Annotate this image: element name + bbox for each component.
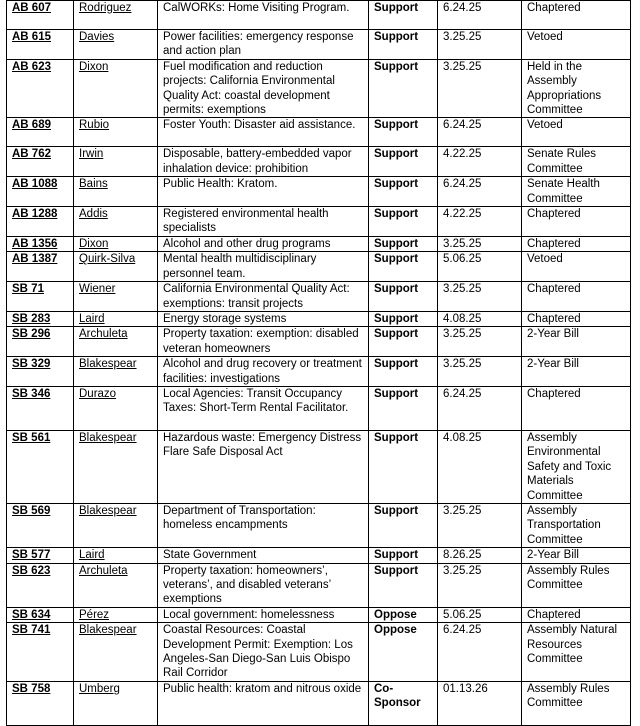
bill-date: 3.25.25 (438, 30, 522, 60)
bill-author[interactable]: Blakespear (74, 623, 158, 682)
bill-date: 3.25.25 (438, 503, 522, 547)
bill-position: Support (369, 59, 438, 118)
bill-title: Foster Youth: Disaster aid assistance. (158, 118, 369, 147)
bill-date: 6.24.25 (438, 1, 522, 30)
bill-position: Support (369, 357, 438, 387)
table-row (7, 357, 631, 387)
table-row (7, 147, 631, 177)
bill-number[interactable]: AB 623 (7, 59, 74, 118)
table-row (7, 430, 631, 503)
bill-author[interactable]: Durazo (74, 386, 158, 430)
bill-title: Public Health: Kratom. (158, 177, 369, 207)
bill-title: Registered environmental health specialists (158, 207, 369, 237)
bill-title: CalWORKs: Home Visiting Program. (158, 1, 369, 30)
table-row (7, 236, 631, 251)
bill-date: 3.25.25 (438, 357, 522, 387)
bill-position: Support (369, 236, 438, 251)
bill-date: 3.25.25 (438, 59, 522, 118)
bill-position: Support (369, 177, 438, 207)
bill-position: Support (369, 147, 438, 177)
bill-position: Support (369, 327, 438, 357)
bill-number[interactable]: AB 1387 (7, 252, 74, 282)
bill-author[interactable]: Davies (74, 30, 158, 60)
bill-date: 4.22.25 (438, 147, 522, 177)
bill-title: Local Agencies: Transit Occupancy Taxes: Short-Term Rental Facilitator. (158, 386, 369, 430)
bill-author[interactable]: Rubio (74, 118, 158, 147)
bill-number[interactable]: AB 1288 (7, 207, 74, 237)
bill-position: Support (369, 548, 438, 563)
bill-number[interactable]: SB 634 (7, 607, 74, 622)
table-row (7, 503, 631, 547)
bill-date: 6.24.25 (438, 118, 522, 147)
bill-author[interactable]: Archuleta (74, 563, 158, 607)
bill-number[interactable]: SB 561 (7, 430, 74, 503)
bill-title: Fuel modification and reduction projects: California Environmental Quality Act: coastal development permits: exemptions (158, 59, 369, 118)
bill-position: Support (369, 252, 438, 282)
bill-title: Local government: homelessness (158, 607, 369, 622)
bill-title: Disposable, battery-embedded vapor inhalation device: prohibition (158, 147, 369, 177)
bill-date: 4.22.25 (438, 207, 522, 237)
bill-number[interactable]: AB 689 (7, 118, 74, 147)
bill-author[interactable]: Umberg (74, 681, 158, 725)
table-row (7, 177, 631, 207)
bill-title: Hazardous waste: Emergency Distress Flare Safe Disposal Act (158, 430, 369, 503)
bill-status: Assembly Transportation Committee (522, 503, 631, 547)
bill-position: Oppose (369, 607, 438, 622)
bill-author[interactable]: Archuleta (74, 327, 158, 357)
bill-author[interactable]: Rodriguez (74, 1, 158, 30)
bill-number[interactable]: AB 1356 (7, 236, 74, 251)
table-row (7, 118, 631, 147)
bill-author[interactable]: Laird (74, 311, 158, 326)
bill-number[interactable]: SB 741 (7, 623, 74, 682)
bill-author[interactable]: Addis (74, 207, 158, 237)
bill-status: 2-Year Bill (522, 357, 631, 387)
bill-status: Chaptered (522, 282, 631, 312)
bill-position: Support (369, 563, 438, 607)
bills-table-body (7, 1, 631, 726)
bill-position: Support (369, 118, 438, 147)
table-row (7, 623, 631, 682)
bill-number[interactable]: SB 296 (7, 327, 74, 357)
table-row (7, 607, 631, 622)
bill-author[interactable]: Blakespear (74, 357, 158, 387)
bill-title: Mental health multidisciplinary personnel team. (158, 252, 369, 282)
bill-title: California Environmental Quality Act: exemptions: transit projects (158, 282, 369, 312)
bill-author[interactable]: Bains (74, 177, 158, 207)
bill-date: 6.24.25 (438, 623, 522, 682)
bill-title: Power facilities: emergency response and action plan (158, 30, 369, 60)
table-row (7, 59, 631, 118)
bill-number[interactable]: SB 346 (7, 386, 74, 430)
table-row (7, 327, 631, 357)
bill-position (369, 681, 438, 725)
bill-position: Support (369, 30, 438, 60)
bill-status: Vetoed (522, 252, 631, 282)
bill-number[interactable]: AB 1088 (7, 177, 74, 207)
bill-status: Vetoed (522, 30, 631, 60)
bill-date: 3.25.25 (438, 327, 522, 357)
bill-author[interactable]: Laird (74, 548, 158, 563)
bill-position: Support (369, 1, 438, 30)
bill-position-line: Co- (374, 682, 394, 695)
bill-status: 2-Year Bill (522, 548, 631, 563)
bill-title: Property taxation: homeowners’, veterans’, and disabled veterans’ exemptions (158, 563, 369, 607)
bill-position: Support (369, 430, 438, 503)
bill-status: Senate Health Committee (522, 177, 631, 207)
bill-status: Chaptered (522, 607, 631, 622)
table-row (7, 563, 631, 607)
bill-number[interactable]: SB 71 (7, 282, 74, 312)
bill-number[interactable]: AB 762 (7, 147, 74, 177)
bill-position: Support (369, 207, 438, 237)
table-row (7, 386, 631, 430)
bill-title: Alcohol and other drug programs (158, 236, 369, 251)
bill-number[interactable]: AB 607 (7, 1, 74, 30)
bill-date: 3.25.25 (438, 563, 522, 607)
bill-date: 01.13.26 (438, 681, 522, 725)
bill-status: Chaptered (522, 236, 631, 251)
bill-position-line: Sponsor (374, 697, 421, 710)
bill-author[interactable]: Dixon (74, 59, 158, 118)
bill-position: Support (369, 282, 438, 312)
bills-table (6, 0, 631, 726)
bill-status: Chaptered (522, 311, 631, 326)
bill-title: Department of Transportation: homeless encampments (158, 503, 369, 547)
table-row (7, 252, 631, 282)
bill-position: Support (369, 386, 438, 430)
bill-author[interactable]: Quirk-Silva (74, 252, 158, 282)
bill-status: Assembly Rules Committee (522, 681, 631, 725)
bill-author[interactable]: Blakespear (74, 430, 158, 503)
bill-status: Senate Rules Committee (522, 147, 631, 177)
bill-author[interactable]: Pérez (74, 607, 158, 622)
bill-author[interactable]: Irwin (74, 147, 158, 177)
bill-author[interactable]: Blakespear (74, 503, 158, 547)
bill-title: Coastal Resources: Coastal Development Permit: Exemption: Los Angeles-San Diego-San Luis Obispo Rail Corridor (158, 623, 369, 682)
table-row (7, 548, 631, 563)
bill-date: 6.24.25 (438, 177, 522, 207)
bill-date: 5.06.25 (438, 607, 522, 622)
bill-status: Assembly Environmental Safety and Toxic Materials Committee (522, 430, 631, 503)
bill-number[interactable]: SB 577 (7, 548, 74, 563)
bill-position: Support (369, 311, 438, 326)
bill-position: Oppose (369, 623, 438, 682)
bill-date: 4.08.25 (438, 430, 522, 503)
bill-title: Public health: kratom and nitrous oxide (158, 681, 369, 725)
bill-number[interactable]: SB 329 (7, 357, 74, 387)
bill-status: Assembly Natural Resources Committee (522, 623, 631, 682)
bill-number[interactable]: SB 283 (7, 311, 74, 326)
table-row (7, 282, 631, 312)
bill-title: Alcohol and drug recovery or treatment facilities: investigations (158, 357, 369, 387)
bill-date: 4.08.25 (438, 311, 522, 326)
bill-number[interactable]: SB 569 (7, 503, 74, 547)
bill-date: 6.24.25 (438, 386, 522, 430)
bill-date: 3.25.25 (438, 236, 522, 251)
bill-date: 3.25.25 (438, 282, 522, 312)
table-row (7, 1, 631, 30)
bill-status: 2-Year Bill (522, 327, 631, 357)
bill-status: Chaptered (522, 386, 631, 430)
table-row (7, 207, 631, 237)
bill-title: Energy storage systems (158, 311, 369, 326)
bill-number[interactable]: SB 623 (7, 563, 74, 607)
bill-date: 5.06.25 (438, 252, 522, 282)
table-row (7, 311, 631, 326)
bill-author[interactable]: Wiener (74, 282, 158, 312)
bill-author[interactable]: Dixon (74, 236, 158, 251)
bill-title: Property taxation: exemption: disabled veteran homeowners (158, 327, 369, 357)
bill-status: Assembly Rules Committee (522, 563, 631, 607)
bill-number[interactable]: SB 758 (7, 681, 74, 725)
bill-date: 8.26.25 (438, 548, 522, 563)
bill-status: Vetoed (522, 118, 631, 147)
bill-title: State Government (158, 548, 369, 563)
bill-number[interactable]: AB 615 (7, 30, 74, 60)
bill-status: Held in the Assembly Appropriations Committee (522, 59, 631, 118)
bill-status: Chaptered (522, 207, 631, 237)
table-row (7, 681, 631, 725)
bill-status: Chaptered (522, 1, 631, 30)
table-row (7, 30, 631, 60)
bill-position: Support (369, 503, 438, 547)
